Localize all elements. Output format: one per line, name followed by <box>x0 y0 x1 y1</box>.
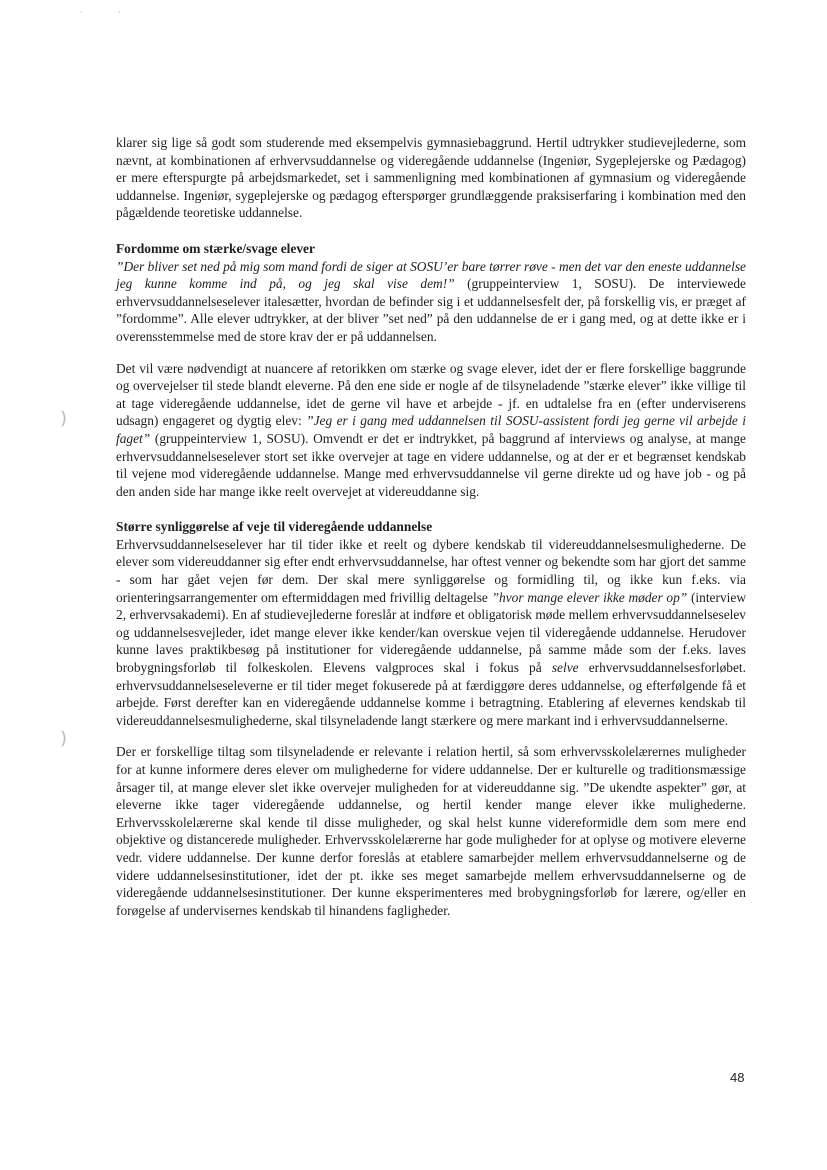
emphasis-selve: selve <box>551 660 579 676</box>
section-heading-visibility: Større synliggørelse af veje til videregående uddannelse <box>116 519 433 535</box>
paragraph-visibility <box>116 536 746 730</box>
paragraph-text: erhvervsuddannelsesforløbet. erhvervsuddannelseseleverne er til tider meget fokuserede på at færdiggøre deres uddannelse, og efterfølgende få et arbejde. Først derefter kan en videregående uddannelse komme i betragtning. Etablering af elevernes kendskab til videreuddannelsesmulighederne, skal tilsyneladende langt stærkere og mere markant ind i erhvervsuddannelserne. <box>116 660 747 728</box>
paragraph-text: Erhvervsuddannelseselever har til tider ikke et reelt og dybere kendskab til videreuddannelsesmulighederne. De elever som videreuddanner sig efter endt erhvervsuddannelse, har oftest venner og bekendte som har gjort det samme - som har gået vejen før dem. Der skal mere synliggørelse og formidling til, og ikke kun f.eks. via orienteringsarrangementer om eftermiddagen med frivillig deltagelse <box>116 536 746 605</box>
paragraph-text: (gruppeinterview 1, SOSU). De interviewede erhvervsuddannelseselever italesætter, hvordan de befinder sig i et uddannelsesfelt der, på forskellig vis, er præget af ”fordomme”. Alle elever udtrykker, at der bliver ”set ned” på den uddannelse de er i gang med, og at dette ikke er i overensstemmelse med de store krav der er på uddannelsen. <box>116 276 746 344</box>
quote-no-show: ”hvor mange elever ikke møder op” <box>491 589 688 605</box>
paragraph-text: (gruppeinterview 1, SOSU). Omvendt er det er indtrykket, på baggrund af interviews og analyse, at mange erhvervsuddannelseselever stort set ikke overvejer at tage en videre uddannelse, og at der er et begrænset kendskab til vejene mod videregående uddannelse. Mange med erhvervsuddannelse vil gerne direkte ud og have job - og på den anden side har mange ikke reelt overvejet at videreuddanne sig. <box>116 430 746 499</box>
paragraph-text: (interview 2, erhvervsakademi). En af studievejlederne foreslår at indføre et obligatorisk møde mellem erhvervsuddannelseselev og uddannelsesvejleder, idet mange elever ikke kender/kan overskue vejen til videregående uddannelse. Herudover kunne laves praktikbesøg på institutioner for videregående uddannelse, på samme måde som der f.eks. laves brobygningsforløb til folkeskolen. Elevens valgproces skal i fokus på <box>116 589 746 676</box>
body-text <box>116 134 746 919</box>
scan-hole-mark: ) <box>60 728 68 749</box>
paragraph-text: Det vil være nødvendigt at nuancere af retorikken om stærke og svage elever, idet der er flere forskellige baggrunde og overvejelser til stede blandt eleverne. På den ene side er nogle af de tilsyneladende ”stærke elever” ikke villige til at tage videregående uddannelse, idet de gerne vil have et arbejde - jf. en udtalelse fra en (efter underviserens udsagn) engageret og dygtig elev: <box>116 360 746 429</box>
scan-speck: · <box>80 8 83 17</box>
scan-hole-mark: ) <box>60 408 68 429</box>
scan-speck: · <box>118 8 121 17</box>
quote-engaged-student: ”Jeg er i gang med uddannelsen til SOSU-assistent fordi jeg gerne vil arbejde i faget” <box>116 413 746 446</box>
section-heading-prejudice: Fordomme om stærke/svage elever <box>116 240 315 256</box>
page-number: 48 <box>730 1070 745 1085</box>
paragraph-initiatives: Der er forskellige tiltag som tilsyneladende er relevante i relation hertil, så som erhvervsskolelærernes muligheder for at kunne informere deres elever om mulighederne for videre uddannelse. Der er kulturelle og traditionsmæssige årsager til, at mange elever slet ikke overvejer muligheden for at videreuddanne sig. ”De ukendte aspekter” gør, at eleverne ikke tager videregående uddannelse, og hertil kender mange elever ikke mulighederne. Erhvervsskolelærerne skal kende til disse muligheder, og skal helst kunne videreformidle dem som mere end objektive og distancerede muligheder. Erhvervsskolelærerne har gode muligheder for at oplyse og motivere eleverne vedr. videre uddannelse. Der kunne derfor foreslås at etablere samarbejder mellem erhvervsuddannelserne og de videre uddannelsesinstitutioner, idet der pt. ikke ses meget samarbejde mellem erhvervsuddannelserne og de videregående uddannelsesinstitutioner. Der kunne eksperimenteres med brobygningsforløb for lærere, og/eller en forøgelse af undervisernes kendskab til hinandens fagligheder. <box>116 744 746 918</box>
paragraph-strong-weak <box>116 360 746 501</box>
paragraph-prejudice <box>116 258 746 346</box>
paragraph-intro: klarer sig lige så godt som studerende med eksempelvis gymnasiebaggrund. Hertil udtrykker studievejlederne, som nævnt, at kombinationen af erhvervsuddannelse og videregående uddannelse (Ingeniør, Sygeplejerske og Pædagog) er mere efterspurgte på arbejdsmarkedet, set i sammenligning med kombinationen af gymnasium og videregående uddannelse. Ingeniør, sygeplejerske og pædagog efterspørger grundlæggende praksiserfaring i kombination med den pågældende teoretiske uddannelse. <box>116 135 746 221</box>
quote-sosu-student: ”Der bliver set ned på mig som mand fordi de siger at SOSU’er bare tørrer røve - men det var den eneste uddannelse jeg kunne komme ind på, og jeg skal vise dem!” <box>116 258 746 292</box>
